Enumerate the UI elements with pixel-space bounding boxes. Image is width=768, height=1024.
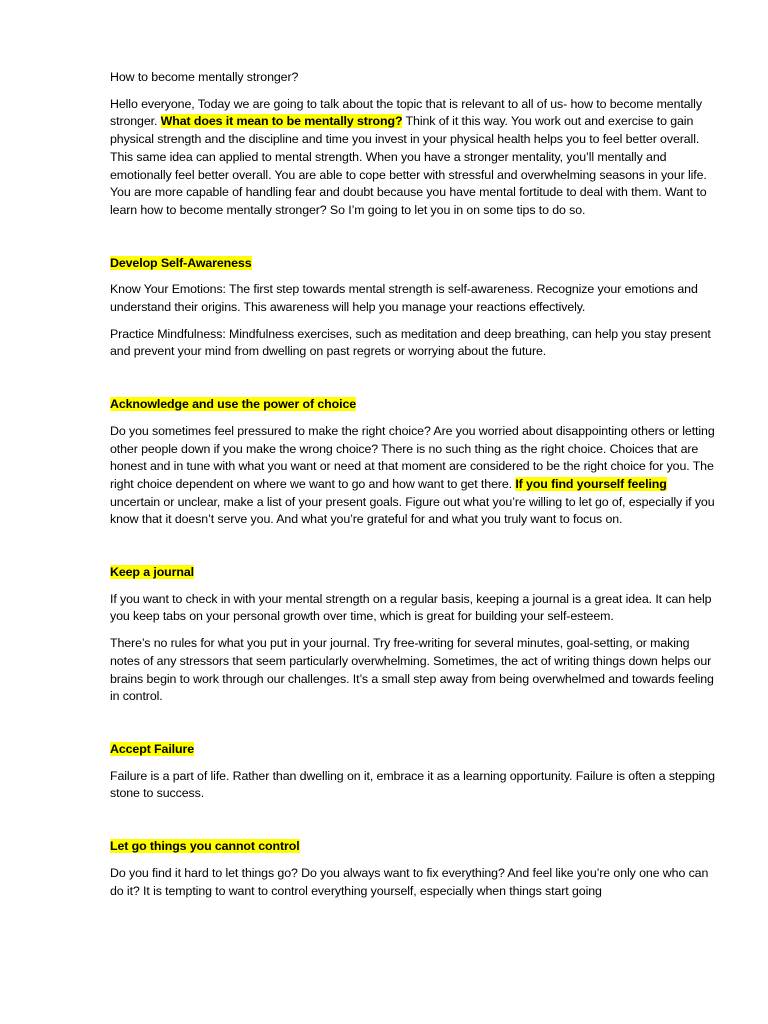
heading-let-go-text: Let go things you cannot control [110,839,300,854]
heading-journal-text: Keep a journal [110,565,194,580]
paragraph-mindfulness: Practice Mindfulness: Mindfulness exercises, such as meditation and deep breathing, can help you stay present and prevent your mind from dwelling on past regrets or worrying about the future. [110,326,711,359]
paragraph-journal-2: There’s no rules for what you put in your journal. Try free-writing for several minutes, goal-setting, or making notes of any stressors that seem particularly overwhelming. Sometimes, the act of writing things down helps our brains begin to work through our challenges. It’s a small step away from being overwhelmed and towards feeling in control. [110,636,714,704]
intro-text-part1: Hello everyone, Today we are going to talk about the topic that is relevant to all of us- how to become mentally stronger. [110,96,702,129]
paragraph-choice [110,423,716,529]
choice-text-part1: Do you sometimes feel pressured to make the right choice? Are you worried about disappointing others or letting other people down if you make the wrong choice? There is no such thing as the right choice. Choices that are honest and in tune with what you want or need at that moment are considered to be the right choice for you. The right choice dependent on where we want to go and how want to get there. [110,423,715,491]
heading-accept-failure-text: Accept Failure [110,741,194,756]
paragraph-journal-1: If you want to check in with your mental strength on a regular basis, keeping a journal is a great idea. It can help you keep tabs on your personal growth over time, which is great for building your self-esteem. [110,591,712,624]
heading-power-of-choice-text: Acknowledge and use the power of choice [110,397,357,412]
paragraph-failure: Failure is a part of life. Rather than dwelling on it, embrace it as a learning opportunity. Failure is often a stepping stone to success. [110,768,715,801]
intro-text-part2: Think of it this way. You work out and exercise to gain physical strength and the discipline and time you invest in your physical health helps you to feel better overall. This same idea can applied to mental strength. When you have a stronger mentality, you’ll mentally and emotionally feel better overall. You are able to cope better with stressful and overwhelming seasons in your life. You are more capable of handling fear and doubt because you have mental fortitude to deal with them. Want to learn how to become mentally stronger? So I’m going to let you in on some tips to do so. [110,114,707,217]
heading-journal [110,564,716,582]
heading-power-of-choice [110,396,716,414]
choice-highlight: If you find yourself feeling [515,476,667,491]
intro-highlight: What does it mean to be mentally strong? [160,114,403,129]
paragraph-know-emotions: Know Your Emotions: The first step towards mental strength is self-awareness. Recognize your emotions and understand their origins. This awareness will help you manage your reactions effectively. [110,282,698,315]
choice-text-part2: uncertain or unclear, make a list of your present goals. Figure out what you’re willing to let go of, especially if you know that it doesn’t serve you. And what you’re grateful for and what you truly want to focus on. [110,494,715,527]
heading-let-go [110,838,716,856]
heading-self-awareness [110,255,716,273]
intro-paragraph [110,96,716,220]
heading-self-awareness-text: Develop Self-Awareness [110,255,252,270]
paragraph-let-go: Do you find it hard to let things go? Do you always want to fix everything? And feel like you’re only one who can do it? It is tempting to want to control everything yourself, especially when things start going [110,865,709,898]
document-title: How to become mentally stronger? [110,70,299,84]
heading-accept-failure [110,741,716,759]
document-page [110,69,716,909]
